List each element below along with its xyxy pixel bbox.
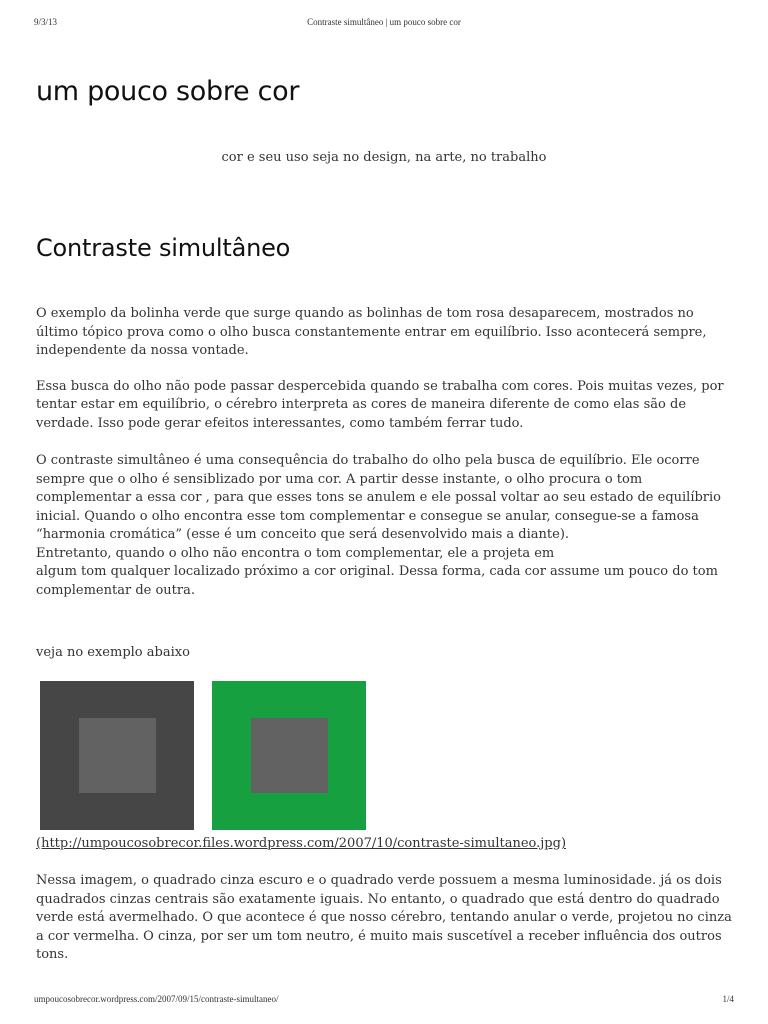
green-square-example [212, 681, 366, 830]
print-footer [0, 994, 768, 1006]
image-source-link[interactable]: (http://umpoucosobrecor.files.wordpress.com/2007/10/contraste-simultaneo.jpg) [36, 836, 567, 851]
example-label: veja no exemplo abaixo [36, 645, 190, 660]
paragraph-3-part-b-rest: algum tom qualquer localizado próximo a cor original. Dessa forma, cada cor assume um pouco do tom complementar de outra. [36, 564, 718, 598]
print-url: umpoucosobrecor.wordpress.com/2007/09/15/contraste-simultaneo/ [34, 994, 279, 1004]
gray-square-example [40, 681, 194, 830]
site-tagline: cor e seu uso seja no design, na arte, no trabalho [221, 150, 547, 165]
site-title[interactable]: um pouco sobre cor [36, 76, 300, 107]
paragraph-2: Essa busca do olho não pode passar despercebida quando se trabalha com cores. Pois muitas vezes, por tentar estar em equilíbrio, o cérebro interpreta as cores de maneira diferente de como elas são de verdade. Isso pode gerar efeitos interessantes, como também ferrar tudo. [36, 378, 724, 431]
paragraph-3-part-a: O contraste simultâneo é uma consequência do trabalho do olho pela busca de equilíbrio. Ele ocorre sempre que o olho é sensiblizado por uma cor. A partir desse instante, o olho procura o tom complementar a essa cor , para que esses tons se anulem e ele possal voltar ao seu estado de equilíbrio inicial. Quando o olho encontra esse tom complementar e consegue se anular, consegue-se a famosa “harmonia cromática” (esse é um conceito que será desenvolvido mais a diante). [36, 453, 722, 542]
post-content [36, 305, 736, 600]
print-page-number: 1/4 [722, 994, 734, 1004]
gray-inner-square [79, 718, 156, 793]
paragraph-1: O exemplo da bolinha verde que surge quando as bolinhas de tom rosa desaparecem, mostrados no último tópico prova como o olho busca constantemente entrar em equilíbrio. Isso acontecerá sempre, independente da nossa vontade. [36, 306, 707, 358]
print-doc-title: Contraste simultâneo | um pouco sobre cor [307, 17, 461, 27]
paragraph-3 [36, 452, 736, 600]
conclusion-paragraph: Nessa imagem, o quadrado cinza escuro e o quadrado verde possuem a mesma luminosidade. já os dois quadrados cinzas centrais são exatamente iguais. No entanto, o quadrado que está dentro do quadrado verde está avermelhado. O que acontece é que nosso cérebro, tentando anular o verde, projetou no cinza a cor vermelha. O cinza, por ser um tom neutro, é muito mais suscetível a receber influência dos outros tons. [36, 873, 732, 962]
paragraph-3-part-b-line1: Entretanto, quando o olho não encontra o tom complementar, ele a projeta em [36, 545, 555, 561]
gray-inner-square-on-green [251, 718, 328, 793]
print-header [0, 17, 768, 31]
post-title[interactable]: Contraste simultâneo [36, 234, 291, 262]
print-date: 9/3/13 [34, 17, 58, 27]
